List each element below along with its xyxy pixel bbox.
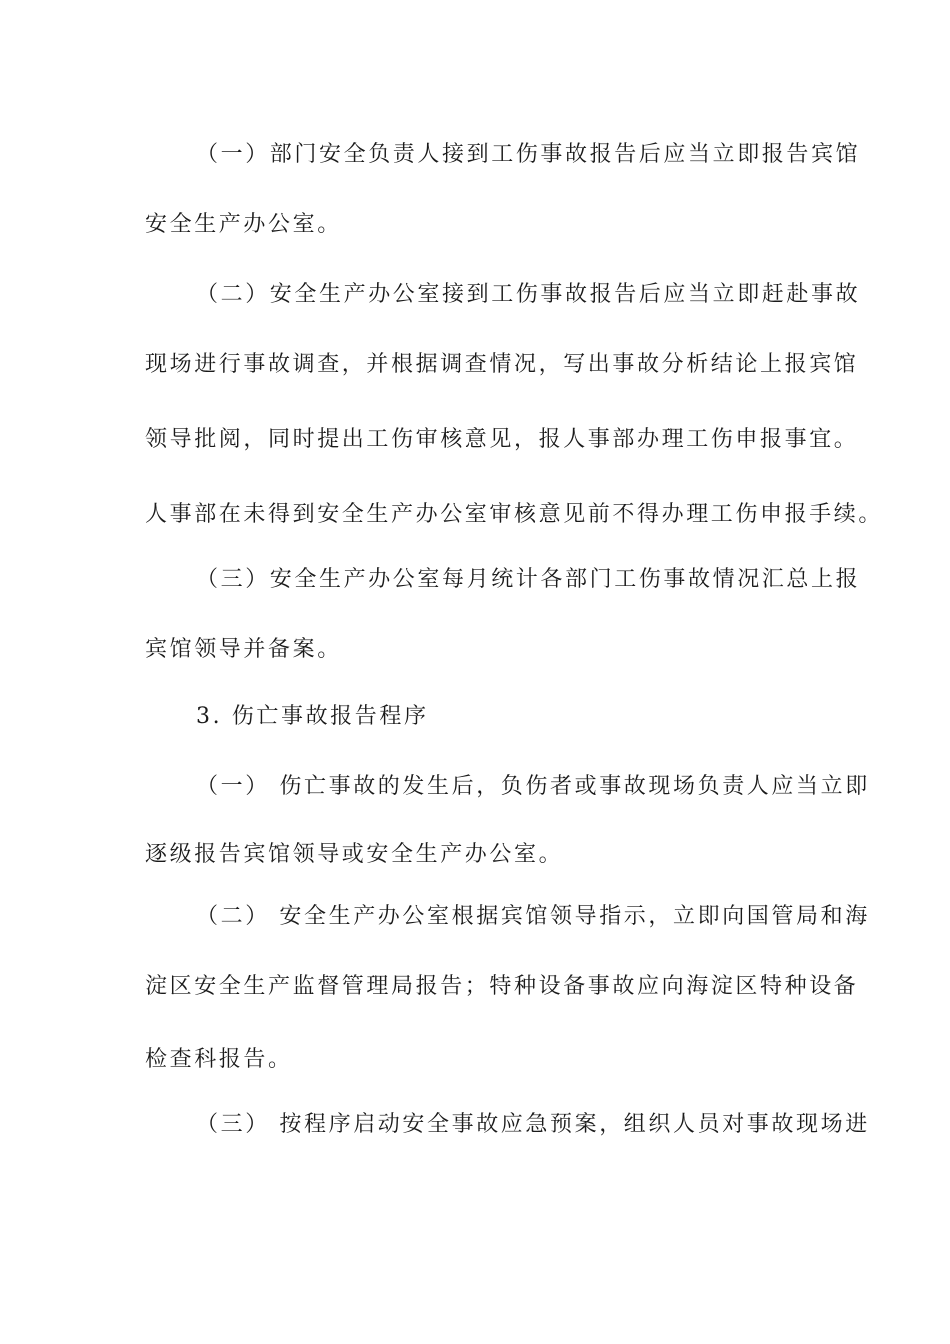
- paragraph-line: （二）安全生产办公室接到工伤事故报告后应当立即赶赴事故: [196, 282, 861, 307]
- paragraph-line: 检查科报告。: [145, 1047, 293, 1072]
- section-heading: 3. 伤亡事故报告程序: [196, 704, 429, 729]
- paragraph-line: （三）安全生产办公室每月统计各部门工伤事故情况汇总上报: [196, 567, 861, 592]
- paragraph-line: 淀区安全生产监督管理局报告；特种设备事故应向海淀区特种设备: [145, 974, 859, 999]
- paragraph-line: 现场进行事故调查，并根据调查情况，写出事故分析结论上报宾馆: [145, 352, 859, 377]
- paragraph-line: 安全生产办公室。: [145, 212, 342, 237]
- paragraph-line: （一） 伤亡事故的发生后，负伤者或事故现场负责人应当立即: [196, 774, 870, 799]
- paragraph-line: 领导批阅，同时提出工伤审核意见，报人事部办理工伤申报事宜。: [145, 427, 859, 452]
- paragraph-line: 逐级报告宾馆领导或安全生产办公室。: [145, 842, 564, 867]
- paragraph-line: 人事部在未得到安全生产办公室审核意见前不得办理工伤申报手续。: [145, 502, 884, 527]
- paragraph-line: （二） 安全生产办公室根据宾馆领导指示，立即向国管局和海: [196, 904, 870, 929]
- paragraph-line: （三） 按程序启动安全事故应急预案，组织人员对事故现场进: [196, 1112, 870, 1137]
- paragraph-line: 宾馆领导并备案。: [145, 637, 342, 662]
- paragraph-line: （一）部门安全负责人接到工伤事故报告后应当立即报告宾馆: [196, 142, 861, 167]
